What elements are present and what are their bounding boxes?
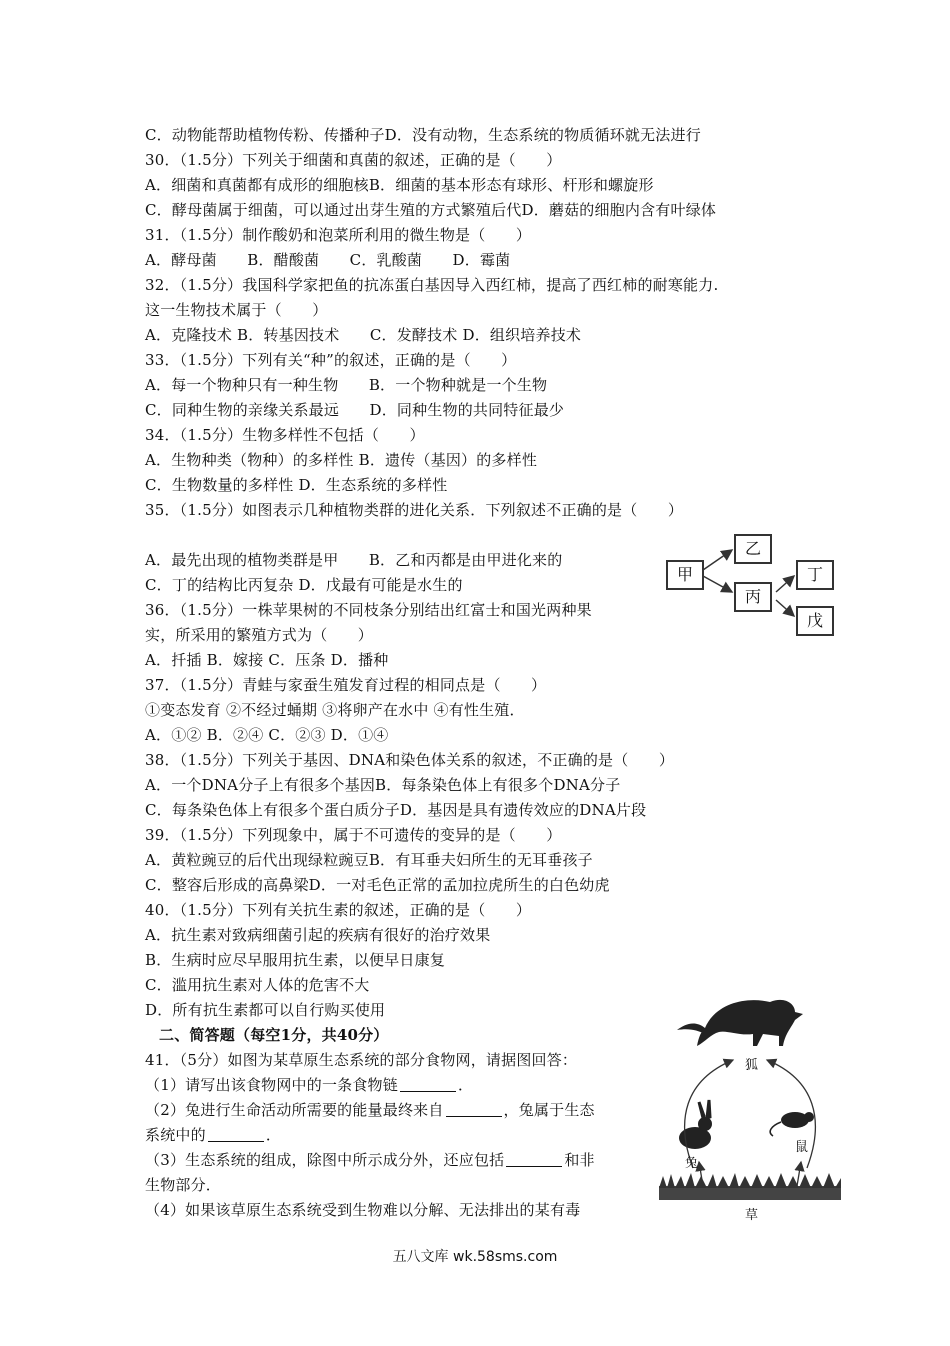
line-text: 33．（1.5分）下列有关“种”的叙述，正确的是（ ） [145, 351, 517, 369]
line-text: （2）兔进行生命活动所需要的能量最终来自 [145, 1101, 444, 1119]
line-text: 系统中的 [145, 1126, 206, 1144]
text-line [145, 323, 815, 348]
rabbit-label: 兔 [685, 1156, 699, 1171]
rabbit-icon [679, 1100, 712, 1149]
fox-icon [677, 1000, 803, 1046]
line-text: A．每一个物种只有一种生物 B．一个物种就是一个生物 [145, 376, 548, 394]
grass-icon [659, 1173, 841, 1200]
line-text: A．细菌和真菌都有成形的细胞核B．细菌的基本形态有球形、杆形和螺旋形 [145, 176, 654, 194]
answer-blank[interactable] [208, 1127, 264, 1142]
line-text: （1）请写出该食物网中的一条食物链 [145, 1076, 398, 1094]
node-yi: 乙 [734, 534, 772, 564]
node-bing: 丙 [734, 582, 772, 612]
line-text: A．①② B．②④ C．②③ D．①④ [145, 726, 389, 744]
line-text: C．丁的结构比丙复杂 D．戊最有可能是水生的 [145, 576, 463, 594]
line-text: C．动物能帮助植物传粉、传播种子D．没有动物，生态系统的物质循环就无法进行 [145, 126, 701, 144]
grass-label: 草 [745, 1208, 759, 1223]
line-text: 36．（1.5分）一株苹果树的不同枝条分别结出红富士和国光两种果 [145, 601, 592, 619]
text-line [145, 823, 815, 848]
text-line [145, 298, 815, 323]
line-text: C．整容后形成的高鼻梁D．一对毛色正常的孟加拉虎所生的白色幼虎 [145, 876, 610, 894]
line-text: C．酵母菌属于细菌，可以通过出芽生殖的方式繁殖后代D．蘑菇的细胞内含有叶绿体 [145, 201, 717, 219]
text-line [145, 498, 815, 523]
line-text: 34．（1.5分）生物多样性不包括（ ） [145, 426, 425, 444]
line-text: （4）如果该草原生态系统受到生物难以分解、无法排出的某有毒 [145, 1201, 581, 1219]
text-line [145, 873, 815, 898]
line-text: A．酵母菌 B．醋酸菌 C．乳酸菌 D．霉菌 [145, 251, 511, 269]
text-line [145, 173, 815, 198]
line-text-after: ． [457, 1076, 474, 1094]
line-text: C．每条染色体上有很多个蛋白质分子D．基因是具有遗传效应的DNA片段 [145, 801, 647, 819]
line-text: A．抗生素对致病细菌引起的疾病有很好的治疗效果 [145, 926, 491, 944]
text-line [145, 848, 815, 873]
text-line [145, 123, 815, 148]
line-text-after: ． [265, 1126, 282, 1144]
line-text: 这一生物技术属于（ ） [145, 301, 328, 319]
line-text: 生物部分． [145, 1176, 222, 1194]
line-text: C．生物数量的多样性 D．生态系统的多样性 [145, 476, 448, 494]
node-wu: 戊 [796, 606, 834, 636]
text-line [145, 898, 815, 923]
node-jia: 甲 [666, 560, 704, 590]
text-line [145, 273, 815, 298]
text-line [145, 698, 815, 723]
text-line [145, 673, 815, 698]
line-text: 39．（1.5分）下列现象中，属于不可遗传的变异的是（ ） [145, 826, 562, 844]
line-text: 38．（1.5分）下列关于基因、DNA和染色体关系的叙述，不正确的是（ ） [145, 751, 675, 769]
fox-label: 狐 [745, 1058, 759, 1073]
plant-evolution-diagram [660, 530, 840, 640]
line-text-after: ，兔属于生态 [503, 1101, 595, 1119]
line-text: （3）生态系统的组成，除图中所示成分外，还应包括 [145, 1151, 505, 1169]
line-text: C．同种生物的亲缘关系最远 D．同种生物的共同特征最少 [145, 401, 565, 419]
text-line [145, 248, 815, 273]
line-text: 二、简答题（每空1分，共40分） [159, 1026, 389, 1044]
line-text: A．黄粒豌豆的后代出现绿粒豌豆B．有耳垂夫妇所生的无耳垂孩子 [145, 851, 593, 869]
text-line [145, 348, 815, 373]
line-text: 41．（5分）如图为某草原生态系统的部分食物网，请据图回答： [145, 1051, 578, 1069]
line-text: ①变态发育 ②不经过蛹期 ③将卵产在水中 ④有性生殖． [145, 701, 525, 719]
footer-watermark: 五八文库 wk.58sms.com [392, 1249, 558, 1265]
text-line [145, 748, 815, 773]
answer-blank[interactable] [400, 1077, 456, 1092]
mouse-label: 鼠 [795, 1140, 809, 1155]
line-text: A．扦插 B．嫁接 C．压条 D．播种 [145, 651, 389, 669]
line-text: 31．（1.5分）制作酸奶和泡菜所利用的微生物是（ ） [145, 226, 532, 244]
text-line [145, 648, 815, 673]
line-text: 35．（1.5分）如图表示几种植物类群的进化关系．下列叙述不正确的是（ ） [145, 501, 684, 519]
text-line [145, 773, 815, 798]
line-text: 30．（1.5分）下列关于细菌和真菌的叙述，正确的是（ ） [145, 151, 562, 169]
food-web-figure [655, 990, 845, 1225]
line-text: D．所有抗生素都可以自行购买使用 [145, 1001, 386, 1019]
text-line [145, 948, 815, 973]
line-text: 40．（1.5分）下列有关抗生素的叙述，正确的是（ ） [145, 901, 532, 919]
line-text: 实，所采用的繁殖方式为（ ） [145, 626, 374, 644]
text-line [145, 398, 815, 423]
answer-blank[interactable] [506, 1152, 562, 1167]
line-text: A．一个DNA分子上有很多个基因B．每条染色体上有很多个DNA分子 [145, 776, 621, 794]
text-line [145, 448, 815, 473]
text-line [145, 798, 815, 823]
text-line [145, 148, 815, 173]
line-text: A．最先出现的植物类群是甲 B．乙和丙都是由甲进化来的 [145, 551, 563, 569]
answer-blank[interactable] [446, 1102, 502, 1117]
text-line [145, 923, 815, 948]
mouse-icon [770, 1112, 814, 1136]
node-ding: 丁 [796, 560, 834, 590]
text-line [145, 223, 815, 248]
line-text: 37．（1.5分）青蛙与家蚕生殖发育过程的相同点是（ ） [145, 676, 547, 694]
line-text: C．滥用抗生素对人体的危害不大 [145, 976, 370, 994]
line-text: A．生物种类（物种）的多样性 B．遗传（基因）的多样性 [145, 451, 538, 469]
line-text-after: 和非 [564, 1151, 595, 1169]
text-line [145, 198, 815, 223]
line-text: B．生病时应尽早服用抗生素，以便早日康复 [145, 951, 446, 969]
line-text: 32．（1.5分）我国科学家把鱼的抗冻蛋白基因导入西红柿，提高了西红柿的耐寒能力. [145, 276, 719, 294]
text-line [145, 373, 815, 398]
text-line [145, 723, 815, 748]
text-line [145, 473, 815, 498]
text-line [145, 423, 815, 448]
line-text: A．克隆技术 B．转基因技术 C．发酵技术 D．组织培养技术 [145, 326, 582, 344]
food-web-illustration [655, 990, 845, 1225]
